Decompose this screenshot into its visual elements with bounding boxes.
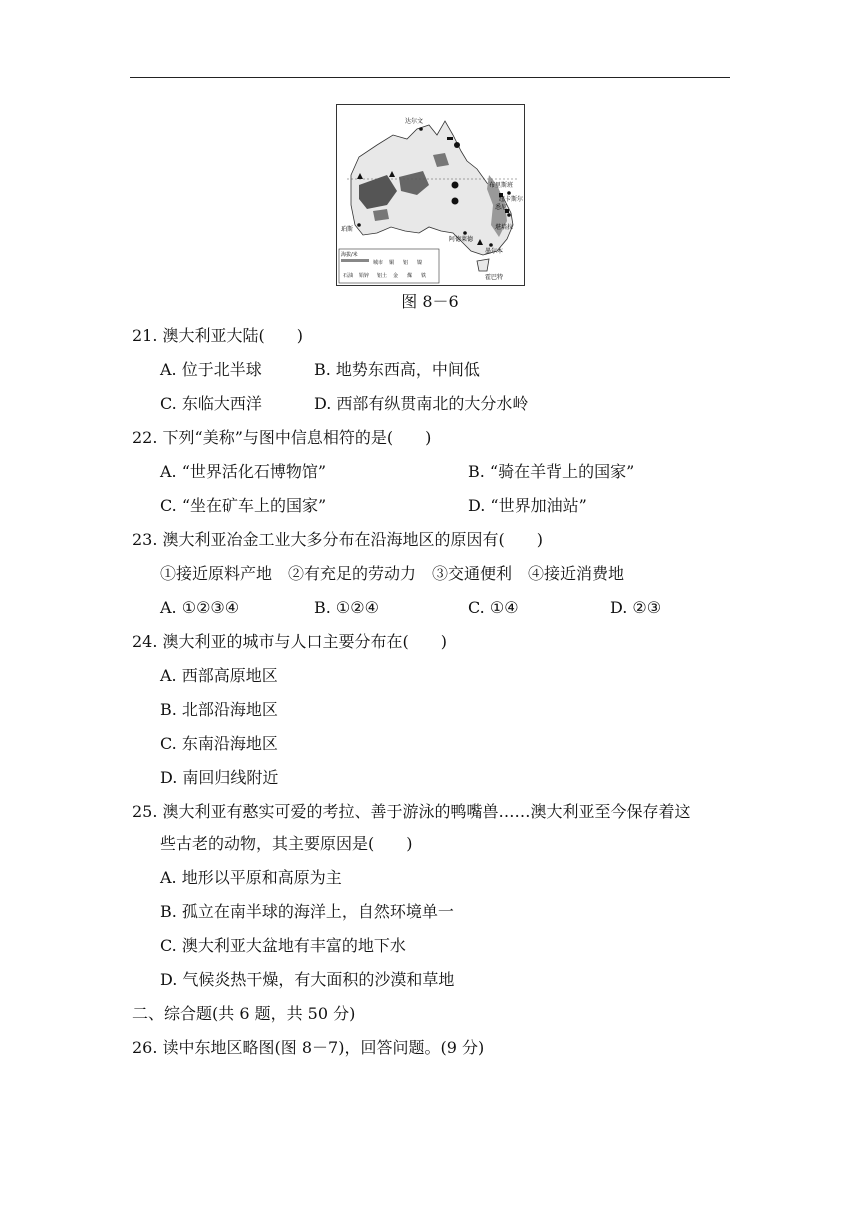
question-21-option-a: A. 位于北半球 <box>160 360 262 379</box>
legend-leadzinc: 铅锌 <box>359 273 370 279</box>
question-26-stem: 26. 读中东地区略图(图 8－7)，回答问题。(9 分) <box>132 1038 485 1057</box>
question-25-option-a: A. 地形以平原和高原为主 <box>160 868 342 887</box>
sw-shade <box>373 209 389 221</box>
label-hobart: 霍巴特 <box>485 274 504 281</box>
question-22-option-c: C. “坐在矿车上的国家” <box>160 496 327 515</box>
leadzinc-symbol-2 <box>452 198 459 205</box>
question-25-option-d: D. 气候炎热干燥，有大面积的沙漠和草地 <box>160 970 455 989</box>
question-25-stem-continued: 些古老的动物，其主要原因是( ) <box>160 834 413 853</box>
legend-nickel: 镍 <box>417 260 423 266</box>
figure-caption: 图 8－6 <box>401 292 459 311</box>
question-25-option-b: B. 孤立在南半球的海洋上，自然环境单一 <box>160 902 454 921</box>
city-dot-melbourne <box>489 243 493 247</box>
city-dot-sydney <box>507 213 511 217</box>
legend-coal: 煤 <box>407 273 413 279</box>
australia-map-svg <box>337 105 524 285</box>
question-24-option-b: B. 北部沿海地区 <box>160 700 278 719</box>
label-perth: 珀斯 <box>341 226 354 233</box>
question-25-stem: 25. 澳大利亚有憨实可爱的考拉、善于游泳的鸭嘴兽……澳大利亚至今保存着这 <box>132 802 691 821</box>
question-23-option-b: B. ①②④ <box>314 598 379 617</box>
label-darwin: 达尔文 <box>405 118 424 125</box>
question-21-option-d: D. 西部有纵贯南北的大分水岭 <box>314 394 529 413</box>
label-adelaide: 阿德莱德 <box>449 236 474 243</box>
legend-aluminium: 铝 <box>403 260 409 266</box>
city-dot-perth <box>357 223 361 227</box>
gold-symbol <box>454 142 460 148</box>
tasmania-shape <box>477 259 489 271</box>
question-25-option-c: C. 澳大利亚大盆地有丰富的地下水 <box>160 936 406 955</box>
question-24-option-d: D. 南回归线附近 <box>160 768 279 787</box>
question-21-stem: 21. 澳大利亚大陆( ) <box>132 326 304 345</box>
top-rule <box>130 77 730 78</box>
question-24-option-a: A. 西部高原地区 <box>160 666 278 685</box>
question-22-option-a: A. “世界活化石博物馆” <box>160 462 327 481</box>
leadzinc-symbol <box>452 182 459 189</box>
question-24-stem: 24. 澳大利亚的城市与人口主要分布在( ) <box>132 632 448 651</box>
legend-oil: 石油 <box>343 273 354 279</box>
city-dot-adelaide <box>463 231 467 235</box>
label-brisbane: 布里斯班 <box>489 182 514 189</box>
question-22-option-b: B. “骑在羊背上的国家” <box>468 462 635 481</box>
question-22-option-d: D. “世界加油站” <box>468 496 587 515</box>
question-23-sub: ①接近原料产地 ②有充足的劳动力 ③交通便利 ④接近消费地 <box>160 564 625 583</box>
question-23-stem: 23. 澳大利亚冶金工业大多分布在沿海地区的原因有( ) <box>132 530 544 549</box>
australia-map <box>336 104 525 286</box>
label-sydney: 悉尼 <box>495 204 508 211</box>
question-21-option-c: C. 东临大西洋 <box>160 394 262 413</box>
label-newcastle: 纽卡斯尔 <box>499 196 524 203</box>
question-22-stem: 22. 下列“美称”与图中信息相符的是( ) <box>132 428 432 447</box>
legend-iron: 铁 <box>421 273 427 279</box>
legend-bauxite: 铝土 <box>377 273 388 279</box>
section-heading: 二、综合题(共 6 题，共 50 分) <box>132 1004 356 1023</box>
city-dot-brisbane <box>507 191 511 195</box>
question-23-option-d: D. ②③ <box>610 598 662 617</box>
legend-copper: 铜 <box>389 260 395 266</box>
question-23-option-c: C. ①④ <box>468 598 519 617</box>
legend-title: 海拔/米 <box>341 252 358 258</box>
label-melbourne: 墨尔本 <box>485 248 504 255</box>
label-canberra: 堪培拉 <box>495 224 514 231</box>
legend-elevation-bar <box>341 259 369 262</box>
city-dot-darwin <box>419 127 423 131</box>
legend-city: 城市 <box>373 260 384 266</box>
question-21-option-b: B. 地势东西高，中间低 <box>314 360 480 379</box>
question-23-option-a: A. ①②③④ <box>160 598 240 617</box>
question-24-option-c: C. 东南沿海地区 <box>160 734 278 753</box>
copper-symbol <box>447 137 453 140</box>
legend-gold: 金 <box>393 273 399 279</box>
